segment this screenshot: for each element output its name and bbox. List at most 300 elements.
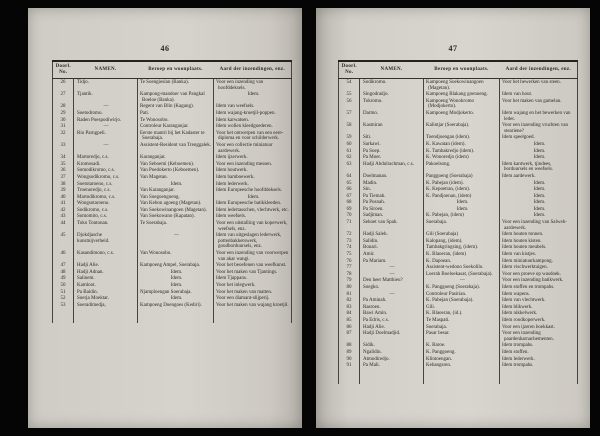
cell-residence: Soerabaja. [424,324,500,331]
cell-name: Wongsotaroeno. [74,200,138,207]
table-row [339,79,578,92]
cell-nature: Idem wajang en het bewerken van leder. [500,110,578,122]
cell-nature: Idem Europeesche hoofddeksels. [214,187,292,194]
table-row [53,200,292,207]
cell-residence: Karanganjar. [138,154,214,161]
cell-name: Pa Baidin. [74,289,138,296]
cell-no: 29 [60,110,66,116]
table-row [339,264,578,271]
cell-residence: Kebangsren. [424,362,500,369]
table-filler-row [53,308,292,323]
cell-empty [74,308,138,323]
cell-residence: Kampong-mandoer van Pangkal Boeloe (Banka). [138,91,214,103]
cell-nature: Idem miniatuurkampong. [500,258,578,265]
table-filler-row [339,369,578,384]
table-row [339,271,578,278]
cell-no: 71 [346,220,352,226]
table-row [53,117,292,124]
cell-name: Atmodiredjo. [360,356,424,363]
cell-no: 26 [60,80,66,85]
cell-residence: Assistent-wedono Soekolilo. [424,264,500,271]
cell-name: Kamloot. [74,282,138,289]
table-row [339,251,578,258]
cell-nature: Idem lederwerk. [500,356,578,363]
table-row [339,277,578,284]
table-row [339,349,578,356]
cell-nature: Idem. [214,194,292,201]
cell-residence: Soerabaja. [424,219,500,231]
cell-name: Raden Poespodiwirjo. [74,117,138,124]
cell-name: Sodikromo, c.s. [74,207,138,214]
cell-residence: K. Blaoeran, (id.). [424,310,500,317]
table-row [339,238,578,245]
cell-no: 51 [60,289,66,295]
cell-name: Hadji Alie. [360,324,424,331]
cell-nature: Voor een uitstalling van koperwerk, weefsels, enz. [214,220,292,232]
cell-no: 38 [60,181,66,187]
cell-name: Pa Soep. [360,148,424,155]
cell-residence: Gili (Soerabaja) [424,231,500,238]
cell-residence: Kampoeng Wonokromo (Modjokerto). [424,98,500,110]
cell-name: Pa Aminah. [360,297,424,304]
exhibitors-table [338,60,578,384]
cell-no: 40 [60,194,66,200]
cell-name: Ngalidin. [360,349,424,356]
cell-residence: Idem. [138,275,214,282]
cell-name: Den heer Matthieu? [360,277,424,284]
cell-name: Sarkawi. [360,141,424,148]
cell-no: 90 [346,356,352,362]
cell-nature: Idem Tjappans. [214,275,292,282]
cell-no: 39 [60,188,66,194]
cell-residence: Van Poedokerto (Keboemen). [138,167,214,174]
cell-residence: Kampoeng Modjokerto. [424,110,500,122]
cell-nature: Voor het maken van gamelan. [500,98,578,110]
cell-residence: Toendjoengan (idem). [424,134,500,141]
cell-empty [138,308,214,323]
cell-nature: Voor een inzending van Salweh-aardewerk. [500,219,578,231]
cell-no: 86 [346,324,352,330]
cell-residence: K. Panggoeng. [424,349,500,356]
cell-nature: Voor een ijzeren boekkast. [500,324,578,331]
cell-name: Soetotaroeno, c.s. [74,181,138,188]
cell-no: 83 [346,304,352,310]
cell-residence: Loerah Boeloekasat, (Soerabaja). [424,271,500,278]
cell-no: 48 [60,269,66,275]
cell-residence: Idem. [138,269,214,276]
cell-nature: Idem wollen kleedgoederen. [214,123,292,130]
cell-no: 81 [346,291,352,297]
cell-no: 91 [346,363,352,369]
cell-nature: Idem van uitgeslagen lederwerk, pottenbakkerswerk, goudborduursels, enz. [214,232,292,250]
table-row [53,130,292,142]
cell-residence: K. Pabejan (idem). [424,180,500,187]
cell-nature: Idem van hout. [500,91,578,98]
cell-name: Hadji Doelmadjid. [360,330,424,342]
cell-no: 61 [346,148,352,154]
scanned-page-left [28,8,302,428]
cell-residence: Kalintjar (Soerabaja). [424,122,500,134]
table-row [53,187,292,194]
cell-name: Hadji Abdulrachman, c.s. [360,161,424,173]
cell-no: 89 [346,349,352,355]
cell-residence: Kampoeng Ampel, Soerabaja. [138,262,214,269]
cell-residence: K. Pandjoenan, (idem) [424,193,500,200]
cell-residence: Njamploengan Soerabaja. [138,289,214,296]
cell-no: 57 [346,110,352,116]
cell-no: 72 [346,232,352,238]
table-row [53,269,292,276]
cell-nature: Idem. [500,180,578,187]
table-row [53,167,292,174]
cell-no: 55 [346,92,352,98]
column-header-number: Doorl. No. [339,61,360,79]
table-row [339,186,578,193]
cell-residence: Van Soekowinangoen (Magetan). [138,207,214,214]
cell-name: Pa Moer. [360,154,424,161]
table-row [339,206,578,213]
cell-no: 50 [60,283,66,288]
cell-no: 64 [346,173,352,179]
cell-nature: Voor het beoefenen van weefkunst. [214,262,292,269]
column-header-number: Doorl. No. [53,61,74,79]
cell-nature: Voor een inzending van hoofddeksels. [214,79,292,92]
cell-nature: Idem aardewerk. [500,173,578,180]
table-row [53,123,292,130]
cell-nature: Voor een inzending vruchten van steariene? [500,122,578,134]
table-row [339,310,578,317]
table-row [53,194,292,201]
cell-nature: Idem van kistjes. [500,251,578,258]
cell-residence: — [424,277,500,284]
cell-name: Sehoet van Spah. [360,219,424,231]
cell-name: Wongsodikromo, c.s. [74,174,138,181]
table-row [339,284,578,291]
cell-empty [360,369,424,384]
cell-name: Singodradjo. [360,91,424,98]
cell-name: — [74,103,138,110]
table-row [339,122,578,134]
cell-name: Amir. [360,251,424,258]
cell-residence: Te Soengieslan (Banka). [138,79,214,92]
cell-name: Somomito, c.s. [74,213,138,220]
cell-name: Soetodromo. [74,110,138,117]
cell-name: Bonari. [360,244,424,251]
cell-no: 53 [60,302,66,308]
cell-residence: Idem. [424,206,500,213]
cell-no: 62 [346,155,352,161]
cell-no: 73 [346,238,352,244]
cell-nature: Idem speelgoed. [500,134,578,141]
cell-no: 65 [346,180,352,186]
cell-residence: Van Seboemi (Keboemen). [138,161,214,168]
cell-name: — [74,142,138,154]
table-row [339,199,578,206]
cell-no: 74 [346,245,352,251]
cell-name: Djokdjasche kunstnijverheid. [74,232,138,250]
table-row [339,304,578,311]
cell-no: 85 [346,317,352,323]
cell-residence: Van Soekowano (Kapatan). [138,213,214,220]
cell-nature: Idem van vlechtwerk. [500,297,578,304]
cell-nature: Idem. [500,154,578,161]
cell-residence: Regent van Blin (Kagang). [138,103,214,110]
column-header-nature: Aard der inzendingen, enz. [214,61,292,79]
cell-nature: Voor een inzending van voorwerpen van akar wangi. [214,250,292,262]
cell-no: 69 [346,206,352,212]
cell-no: 27 [60,92,66,98]
column-header-residence: Beroep en woonplaats. [138,61,214,79]
table-row [339,193,578,200]
cell-no: 76 [346,258,352,264]
cell-nature: Idem wapens. [500,291,578,298]
cell-no: 52 [60,296,66,302]
cell-nature: Idem vischwerktuigen. [500,264,578,271]
cell-empty [500,369,578,384]
cell-name: Sidik. [360,342,424,349]
cell-name: Pa Mariam. [360,258,424,265]
cell-name: — [360,264,424,271]
cell-no: 60 [346,141,352,147]
table-row [53,282,292,289]
cell-no: 68 [346,200,352,206]
table-row [53,213,292,220]
cell-nature: Idem ijzerwerk. [214,154,292,161]
cell-residence: Panggoeng (Soerabaja) [424,173,500,180]
cell-no: 35 [60,161,66,167]
table-row [53,181,292,188]
exhibitors-table-wrap [338,60,574,384]
cell-no: 36 [60,168,66,174]
table-row [339,258,578,265]
table-row [53,220,292,232]
cell-name: Sin. [360,186,424,193]
cell-residence: Idem. [138,181,214,188]
cell-no: 88 [346,343,352,349]
table-row [339,212,578,219]
cell-name: Pa Mali. [360,362,424,369]
cell-no: 37 [60,174,66,180]
cell-residence: Controleur Karanganjar. [138,123,214,130]
cell-residence: Idem. [138,295,214,302]
cell-name: Soegko. [360,284,424,291]
cell-name: Pa Edris, c.s. [360,317,424,324]
table-row [53,275,292,282]
table-row [339,98,578,110]
cell-name: — [74,123,138,130]
cell-empty [424,369,500,384]
table-row [339,148,578,155]
cell-name: Siti. [360,134,424,141]
table-row [339,110,578,122]
cell-empty [53,308,74,323]
cell-nature: Voor een inzending batikwerk. [500,277,578,284]
cell-nature: Idem lederwerk. [214,181,292,188]
cell-nature: Voor een collectie miniatuur aardewerk. [214,142,292,154]
table-row [53,154,292,161]
cell-residence: K. Pabejan (Soerabaja). [424,297,500,304]
table-row [53,250,292,262]
cell-name: Tjantik. [74,91,138,103]
table-row [339,297,578,304]
cell-residence: Van Wonosobo. [138,250,214,262]
cell-nature: Idem wajang-kroetjil-poppen. [214,110,292,117]
cell-name: Toko Tontonan. [74,220,138,232]
cell-residence: Te Soerabaja. [138,220,214,232]
cell-residence: Assistent-Resident van Trenggalek. [138,142,214,154]
cell-residence: Controleur Pasirian. [424,291,500,298]
cell-no: 41 [60,201,66,207]
table-row [339,362,578,369]
table-row [339,134,578,141]
cell-nature: Voor een inzending messen. [214,161,292,168]
cell-no: 42 [60,207,66,213]
cell-residence: K. Kawatan (idem). [424,141,500,148]
cell-nature: Voor het maken van matten. [214,289,292,296]
cell-name: Sodikromo. [360,79,424,92]
cell-no: 82 [346,298,352,304]
cell-no: 58 [346,123,352,129]
cell-no: 46 [60,251,66,257]
cell-nature: Idem karwatsen. [214,117,292,124]
cell-no: 47 [60,263,66,269]
cell-name: Hadji Alie. [74,262,138,269]
table-row [339,161,578,173]
table-row [339,330,578,342]
cell-residence: K. Pabejan, (idem) [424,212,500,219]
table-body [53,79,292,324]
exhibitors-table [52,60,292,323]
cell-nature: Idem houtwerk. [214,167,292,174]
cell-residence: Van Kebon agoeng (Magetan). [138,200,214,207]
cell-residence: Pati. [138,110,214,117]
cell-nature: Voor het ontwerpen van een eere-diploma en voor schilderwerk. [214,130,292,142]
cell-residence: Idem. [424,199,500,206]
cell-nature: Idem weefsels. [214,213,292,220]
cell-no: 30 [60,117,66,123]
cell-name: Kasandimono, c.s. [74,250,138,262]
table-body [339,79,578,384]
cell-residence: Kampoeng Doengoes (Kediri). [138,302,214,309]
cell-nature: Idem ledertasschen, vlechtwerk, etc. [214,207,292,214]
cell-residence: Te Wonosobo. [138,117,214,124]
cell-nature: Idem blikwerk. [500,304,578,311]
cell-residence: Pakoelsong. [424,161,500,173]
cell-name: Sadjiman. [360,212,424,219]
cell-nature: Idem stoffen. [500,349,578,356]
cell-no: 66 [346,187,352,193]
cell-residence: Kampoeng Blakang goenoeng. [424,91,500,98]
cell-name: Hadji Adnan. [74,269,138,276]
cell-no: 80 [346,285,352,290]
table-row [53,302,292,309]
cell-nature: Voor het bewerken van steen. [500,79,578,92]
cell-residence: Eerste mantri bij het Kadaster te Soerabaja. [138,130,214,142]
table-row [339,244,578,251]
table-row [339,342,578,349]
table-row [53,103,292,110]
cell-name: Hadji Saleh. [360,231,424,238]
table-row [53,232,292,250]
cell-name: — [360,271,424,278]
cell-name: Pa Posnah. [360,199,424,206]
cell-name: Soeradimedja, [74,302,138,309]
cell-nature: Idem. [500,186,578,193]
table-header-row [339,61,578,79]
cell-residence: K. Blaoeran, (idem) [424,251,500,258]
cell-nature: Idem trompahs. [500,342,578,349]
table-row [53,110,292,117]
table-row [339,231,578,238]
cell-no: 59 [346,135,352,141]
table-row [339,356,578,363]
cell-no: 54 [346,80,352,85]
cell-residence: K. Kepoetran, (idem). [424,186,500,193]
cell-no: 78 [346,271,352,277]
cell-nature: Idem stoffen en trompahs. [500,284,578,291]
cell-name: Darmo. [360,110,424,122]
page-number: 47 [448,44,458,53]
cell-nature: Idem houten tonnen. [500,231,578,238]
cell-no: 28 [60,104,66,110]
cell-nature: Idem. [214,91,292,103]
column-header-names: NAMEN. [360,61,424,79]
cell-name: Doelmanan. [360,173,424,180]
cell-no: 87 [346,331,352,337]
cell-name: Pa Tiemah. [360,193,424,200]
table-row [53,295,292,302]
table-row [339,219,578,231]
cell-no: 45 [60,233,66,239]
cell-no: 44 [60,221,66,227]
cell-name: Martoredjo, c.s. [74,154,138,161]
cell-name: Martodikromo, c.s. [74,194,138,201]
cell-empty [339,369,360,384]
cell-name: Troenoredjo, c.s. [74,187,138,194]
scanned-page-right [316,8,590,428]
table-row [339,173,578,180]
cell-empty [214,308,292,323]
cell-name: Tidjo. [74,79,138,92]
table-row [53,91,292,103]
cell-name: Bawi Amin. [360,310,424,317]
cell-nature: Idem roodkoperwerk. [500,317,578,324]
table-row [53,142,292,154]
cell-name: — [360,291,424,298]
cell-nature: Idem kantwerk, tjindees, borduursels en weefsels. [500,161,578,173]
cell-nature: Voor een proeve op wasdoek. [500,271,578,278]
cell-name: Pa Siroen. [360,206,424,213]
cell-no: 32 [60,130,66,136]
cell-no: 70 [346,213,352,219]
cell-no: 34 [60,155,66,161]
cell-nature: Idem nikkelwerk. [500,310,578,317]
cell-residence: Van Karanganjar. [138,187,214,194]
cell-nature: Idem. [500,148,578,155]
cell-name: Madin. [360,180,424,187]
table-row [53,161,292,168]
cell-name: Rasroen. [360,304,424,311]
cell-no: 31 [60,124,66,130]
table-header-row [53,61,292,79]
cell-residence: K. Tambakredjo (idem). [424,148,500,155]
table-row [53,174,292,181]
cell-nature: Idem. [500,193,578,200]
table-row [53,79,292,92]
cell-nature: Idem Europeesche batikkleeden. [214,200,292,207]
cell-nature: Idem. [500,199,578,206]
cell-nature: Voor een diamant-slijperij. [214,295,292,302]
